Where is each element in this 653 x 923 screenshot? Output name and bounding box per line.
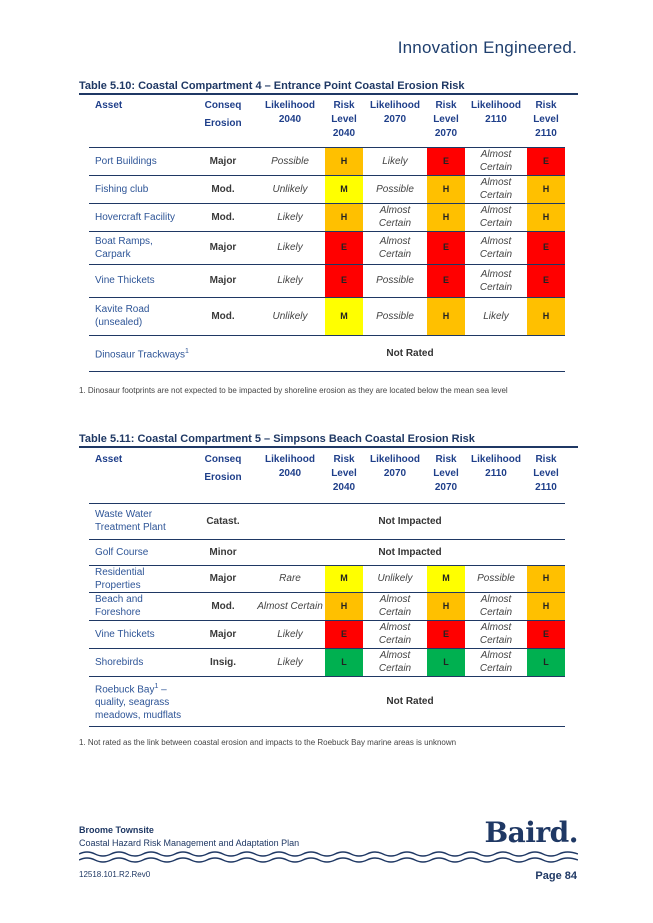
table-row [89,231,565,264]
asset-cell: Shorebirds [89,648,191,676]
asset-cell: Waste Water Treatment Plant [89,503,191,539]
likelihood-cell: Unlikely [255,175,325,203]
table-row [89,503,565,539]
baird-logo: Baird. [484,816,578,849]
table-5-11-footnote: 1. Not rated as the link between coastal erosion and impacts to the Roebuck Bay marine areas is unknown [79,738,457,747]
likelihood-cell: Almost Certain [363,620,427,648]
table-row [89,297,565,335]
rating-status-cell: Not Rated [255,335,565,371]
col-lik2110-header: Likelihood 2110 [465,97,527,147]
likelihood-cell: Possible [363,264,427,297]
col-conseq-header: Conseq Erosion [191,97,255,147]
risk-level-cell: M [325,297,363,335]
risk-level-cell: E [427,147,465,175]
risk-level-cell: H [325,592,363,620]
conseq-cell: Mod. [191,203,255,231]
likelihood-cell: Likely [465,297,527,335]
conseq-cell: Insig. [191,648,255,676]
table-row [89,147,565,175]
likelihood-cell: Likely [363,147,427,175]
likelihood-cell: Possible [255,147,325,175]
likelihood-cell: Almost Certain [363,592,427,620]
asset-cell: Residential Properties [89,565,191,592]
likelihood-cell: Almost Certain [465,147,527,175]
table-5-10-rule [79,93,578,95]
likelihood-cell: Likely [255,231,325,264]
conseq-cell: Mod. [191,592,255,620]
likelihood-cell: Likely [255,203,325,231]
asset-cell: Fishing club [89,175,191,203]
risk-level-cell: H [527,203,565,231]
likelihood-cell: Almost Certain [465,592,527,620]
risk-level-cell: E [527,620,565,648]
table-row [89,648,565,676]
risk-level-cell: M [325,565,363,592]
asset-name-detail: – quality, seagrass meadows, mudflats [95,684,182,722]
conseq-cell [191,676,255,726]
table-row [89,676,565,726]
wave-divider-icon [79,850,578,864]
risk-level-cell: L [325,648,363,676]
table-row [89,175,565,203]
asset-name: Roebuck Bay [95,684,155,696]
table-row [89,565,565,592]
col-risk2040-header: Risk Level 2040 [325,451,363,503]
table-5-11-rule [79,446,578,448]
footer-page-number: Page 84 [535,870,577,882]
footer-doc-code: 12518.101.R2.Rev0 [79,870,151,879]
col-risk2110-header: Risk Level 2110 [527,451,565,503]
likelihood-cell: Almost Certain [465,231,527,264]
col-conseq-header: Conseq Erosion [191,451,255,503]
col-lik2070-header: Likelihood 2070 [363,451,427,503]
rating-status-cell: Not Rated [255,676,565,726]
table-row [89,592,565,620]
risk-level-cell: E [427,231,465,264]
asset-cell: Vine Thickets [89,620,191,648]
asset-cell: Port Buildings [89,147,191,175]
risk-level-cell: E [325,231,363,264]
table-row [89,620,565,648]
risk-level-cell: L [427,648,465,676]
risk-level-cell: H [325,147,363,175]
risk-level-cell: M [325,175,363,203]
col-risk2070-header: Risk Level 2070 [427,451,465,503]
likelihood-cell: Almost Certain [465,203,527,231]
likelihood-cell: Almost Certain [465,264,527,297]
likelihood-cell: Almost Certain [363,203,427,231]
risk-level-cell: E [427,264,465,297]
conseq-cell: Minor [191,539,255,565]
col-lik2040-header: Likelihood 2040 [255,97,325,147]
conseq-cell: Major [191,620,255,648]
risk-level-cell: L [527,648,565,676]
col-asset-header: Asset [89,97,191,147]
likelihood-cell: Unlikely [255,297,325,335]
conseq-cell: Major [191,264,255,297]
conseq-cell [191,335,255,371]
conseq-cell: Catast. [191,503,255,539]
col-risk2070-header: Risk Level 2070 [427,97,465,147]
table-5-11-title: Table 5.11: Coastal Compartment 5 – Simpsons Beach Coastal Erosion Risk [79,433,475,445]
risk-level-cell: E [527,231,565,264]
likelihood-cell: Likely [255,620,325,648]
risk-level-cell: H [527,297,565,335]
risk-level-cell: E [527,264,565,297]
asset-cell: Vine Thickets [89,264,191,297]
likelihood-cell: Unlikely [363,565,427,592]
asset-cell: Golf Course [89,539,191,565]
footer-plan: Coastal Hazard Risk Management and Adaptation Plan [79,838,300,848]
table-row [89,335,565,371]
risk-level-cell: H [427,175,465,203]
footer-org: Broome Townsite [79,825,154,835]
table-row [89,539,565,565]
asset-cell [89,676,191,726]
likelihood-cell: Almost Certain [363,231,427,264]
risk-level-cell: H [427,592,465,620]
conseq-cell: Major [191,565,255,592]
risk-level-cell: E [325,620,363,648]
risk-level-cell: M [427,565,465,592]
header-tagline: Innovation Engineered. [397,38,577,57]
likelihood-cell: Likely [255,264,325,297]
table-row [89,203,565,231]
likelihood-cell: Almost Certain [255,592,325,620]
likelihood-cell: Possible [465,565,527,592]
likelihood-cell: Almost Certain [465,648,527,676]
table-5-11 [89,451,565,727]
risk-level-cell: H [527,565,565,592]
col-risk2110-header: Risk Level 2110 [527,97,565,147]
risk-level-cell: E [427,620,465,648]
col-lik2110-header: Likelihood 2110 [465,451,527,503]
conseq-cell: Major [191,147,255,175]
table-5-10 [89,97,565,372]
col-lik2040-header: Likelihood 2040 [255,451,325,503]
conseq-cell: Major [191,231,255,264]
risk-level-cell: H [325,203,363,231]
asset-cell: Hovercraft Facility [89,203,191,231]
rating-status-cell: Not Impacted [255,503,565,539]
risk-level-cell: H [427,203,465,231]
col-risk2040-header: Risk Level 2040 [325,97,363,147]
footnote-ref: 1 [154,682,159,690]
col-lik2070-header: Likelihood 2070 [363,97,427,147]
risk-level-cell: E [325,264,363,297]
likelihood-cell: Likely [255,648,325,676]
likelihood-cell: Almost Certain [363,648,427,676]
table-row [89,264,565,297]
asset-cell: Boat Ramps, Carpark [89,231,191,264]
likelihood-cell: Almost Certain [465,620,527,648]
conseq-cell: Mod. [191,175,255,203]
table-5-10-title: Table 5.10: Coastal Compartment 4 – Entrance Point Coastal Erosion Risk [79,80,465,92]
asset-cell: Beach and Foreshore [89,592,191,620]
rating-status-cell: Not Impacted [255,539,565,565]
asset-cell [89,335,191,371]
likelihood-cell: Possible [363,175,427,203]
likelihood-cell: Possible [363,297,427,335]
table-5-10-footnote: 1. Dinosaur footprints are not expected to be impacted by shoreline erosion as they are located below the mean sea level [79,386,508,395]
risk-level-cell: H [527,592,565,620]
likelihood-cell: Almost Certain [465,175,527,203]
footnote-ref: 1 [185,347,189,355]
col-asset-header: Asset [89,451,191,503]
conseq-cell: Mod. [191,297,255,335]
likelihood-cell: Rare [255,565,325,592]
asset-cell: Kavite Road (unsealed) [89,297,191,335]
risk-level-cell: H [427,297,465,335]
risk-level-cell: H [527,175,565,203]
risk-level-cell: E [527,147,565,175]
asset-name: Dinosaur Trackways [95,349,186,361]
